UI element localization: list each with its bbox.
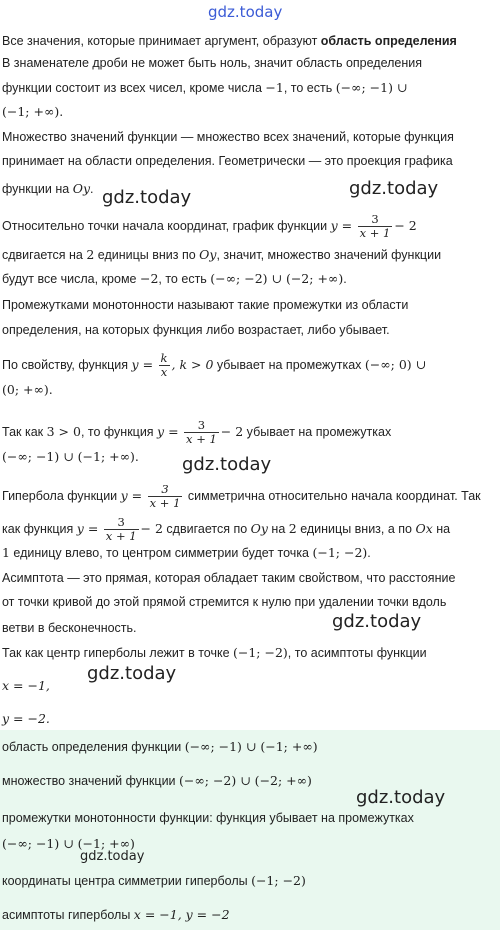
math: (−∞; −1) ∪ <box>335 80 408 95</box>
denominator: x + 1 <box>359 226 391 240</box>
math: y = <box>131 356 154 372</box>
answer-asymptotes <box>2 907 496 923</box>
text: будут все числа, кроме <box>2 272 140 286</box>
text: , то есть <box>283 81 336 95</box>
fraction <box>184 419 219 446</box>
text: Все значения, которые принимает аргумент, образуют <box>2 34 321 48</box>
text: . <box>90 182 94 196</box>
text-line: Множество значений функции — множество всех значений, которые функция <box>2 130 454 144</box>
text: функции на <box>2 182 73 196</box>
text: По свойству, функция <box>2 357 132 372</box>
denominator: x + 1 <box>186 432 217 446</box>
watermark: gdz.today <box>102 187 192 208</box>
math: , k > 0 <box>171 356 214 372</box>
watermark: gdz.today <box>332 611 422 632</box>
math: y = <box>157 423 179 439</box>
math: Oy <box>250 520 268 536</box>
math: (−1; −2) <box>251 873 306 888</box>
math: 2 <box>288 520 297 536</box>
text: асимптоты гиперболы <box>2 908 134 922</box>
text: сдвигается по <box>162 521 251 536</box>
math: 1 <box>2 545 10 560</box>
text-line <box>2 80 496 96</box>
text-line <box>2 545 496 561</box>
math: (−∞; −1) ∪ (−1; +∞) <box>184 739 318 754</box>
text: , то есть <box>158 272 211 286</box>
answer-center <box>2 873 496 889</box>
math: y = <box>76 520 99 536</box>
text-line: от точки кривой до этой прямой стремится к нулю при удалении точки вдоль <box>2 595 447 609</box>
math-line: (−∞; −1) ∪ (−1; +∞). <box>2 449 139 464</box>
text: координаты центра симметрии гиперболы <box>2 874 252 888</box>
denominator: x <box>160 365 168 379</box>
text: на <box>432 521 451 536</box>
fraction <box>159 352 170 379</box>
text: множество значений функции <box>2 774 180 788</box>
text-line <box>2 516 496 543</box>
text: убывает на промежутках <box>213 357 365 372</box>
answer-domain <box>2 739 496 755</box>
math: −1 <box>265 80 284 95</box>
text-line <box>2 419 496 446</box>
bold-term: область определения <box>320 34 457 48</box>
text: функции состоит из всех чисел, кроме числа <box>2 81 266 95</box>
text: , то функция <box>80 424 158 439</box>
paragraph-definition <box>2 33 496 49</box>
text-line: В знаменателе дроби не может быть ноль, значит область определения <box>2 56 423 70</box>
text: . <box>367 546 371 560</box>
math: 2 <box>86 247 95 262</box>
denominator: x + 1 <box>149 496 181 510</box>
text-line: Промежутками монотонности называют такие промежутки из области <box>2 298 409 312</box>
fraction <box>358 213 393 240</box>
text: как функция <box>2 521 77 536</box>
watermark: gdz.today <box>182 454 272 475</box>
numerator: 3 <box>358 213 393 227</box>
text: Гипербола функции <box>2 488 121 503</box>
watermark: gdz.today <box>356 787 446 808</box>
math: Oy <box>199 247 217 262</box>
text-line <box>2 213 496 240</box>
watermark: gdz.today <box>80 849 145 864</box>
text-line: Асимптота — это прямая, которая обладает таким свойством, что расстояние <box>2 571 456 585</box>
math: y = <box>330 217 353 233</box>
text-line: определения, на которых функция либо возрастает, либо убывает. <box>2 323 390 337</box>
math: (−1; −2) <box>312 545 368 560</box>
answer-block <box>0 730 500 930</box>
math: y = <box>120 487 143 503</box>
text-line <box>2 352 496 379</box>
text: симметрична относительно начала координат. Так <box>184 488 481 503</box>
math: Oy <box>72 181 91 196</box>
text: сдвигается на <box>2 248 87 262</box>
answer-intervals: (−∞; −1) ∪ (−1; +∞) <box>2 836 135 851</box>
watermark-top: gdz.today <box>208 3 283 21</box>
text: Так как центр гиперболы лежит в точке <box>2 646 233 660</box>
answer-monotonicity: промежутки монотонности функции: функция убывает на промежутках <box>2 811 414 825</box>
text: единицы вниз по <box>94 248 200 262</box>
text: единицы вниз, а по <box>296 521 416 536</box>
math: − 2 <box>220 423 244 439</box>
text: область определения функции <box>2 740 185 754</box>
text-line <box>2 181 496 197</box>
denominator: x + 1 <box>105 529 137 543</box>
math-line: (−1; +∞). <box>2 104 64 119</box>
text-line: ветви в бесконечность. <box>2 621 137 635</box>
text-line <box>2 247 496 263</box>
text-line <box>2 483 496 510</box>
math-line: y = −2. <box>2 711 50 726</box>
text-line <box>2 271 496 287</box>
text: на <box>267 521 289 536</box>
math: 3 > 0 <box>46 423 81 439</box>
math: (−∞; −2) ∪ (−2; +∞) <box>179 773 312 788</box>
fraction <box>148 483 183 510</box>
math-line: x = −1, <box>2 678 50 693</box>
text: Так как <box>2 424 47 439</box>
math: Ox <box>415 520 433 536</box>
text: , значит, множество значений функции <box>216 248 442 262</box>
numerator: k <box>160 351 168 365</box>
text: . <box>343 272 347 286</box>
math: −2 <box>139 271 159 286</box>
math: (−∞; 0) ∪ <box>364 356 427 372</box>
math-line: (0; +∞). <box>2 382 53 397</box>
math: − 2 <box>140 520 163 536</box>
watermark: gdz.today <box>87 663 177 684</box>
math: − 2 <box>394 217 417 233</box>
text: единицу влево, то центром симметрии будет точка <box>9 546 313 560</box>
fraction <box>104 516 139 543</box>
watermark: gdz.today <box>349 178 439 199</box>
math: x = −1, y = −2 <box>133 907 230 922</box>
text: убывает на промежутках <box>243 424 392 439</box>
math: (−∞; −2) ∪ (−2; +∞) <box>210 271 344 286</box>
text-line <box>2 645 496 661</box>
numerator: 3 <box>148 483 183 497</box>
numerator: 3 <box>104 516 139 530</box>
text: , то асимптоты функции <box>287 646 427 660</box>
text: Относительно точки начала координат, график функции <box>2 218 331 233</box>
math: (−1; −2) <box>233 645 288 660</box>
text-line: принимает на области определения. Геометрически — это проекция графика <box>2 154 453 168</box>
numerator: 3 <box>184 419 219 433</box>
